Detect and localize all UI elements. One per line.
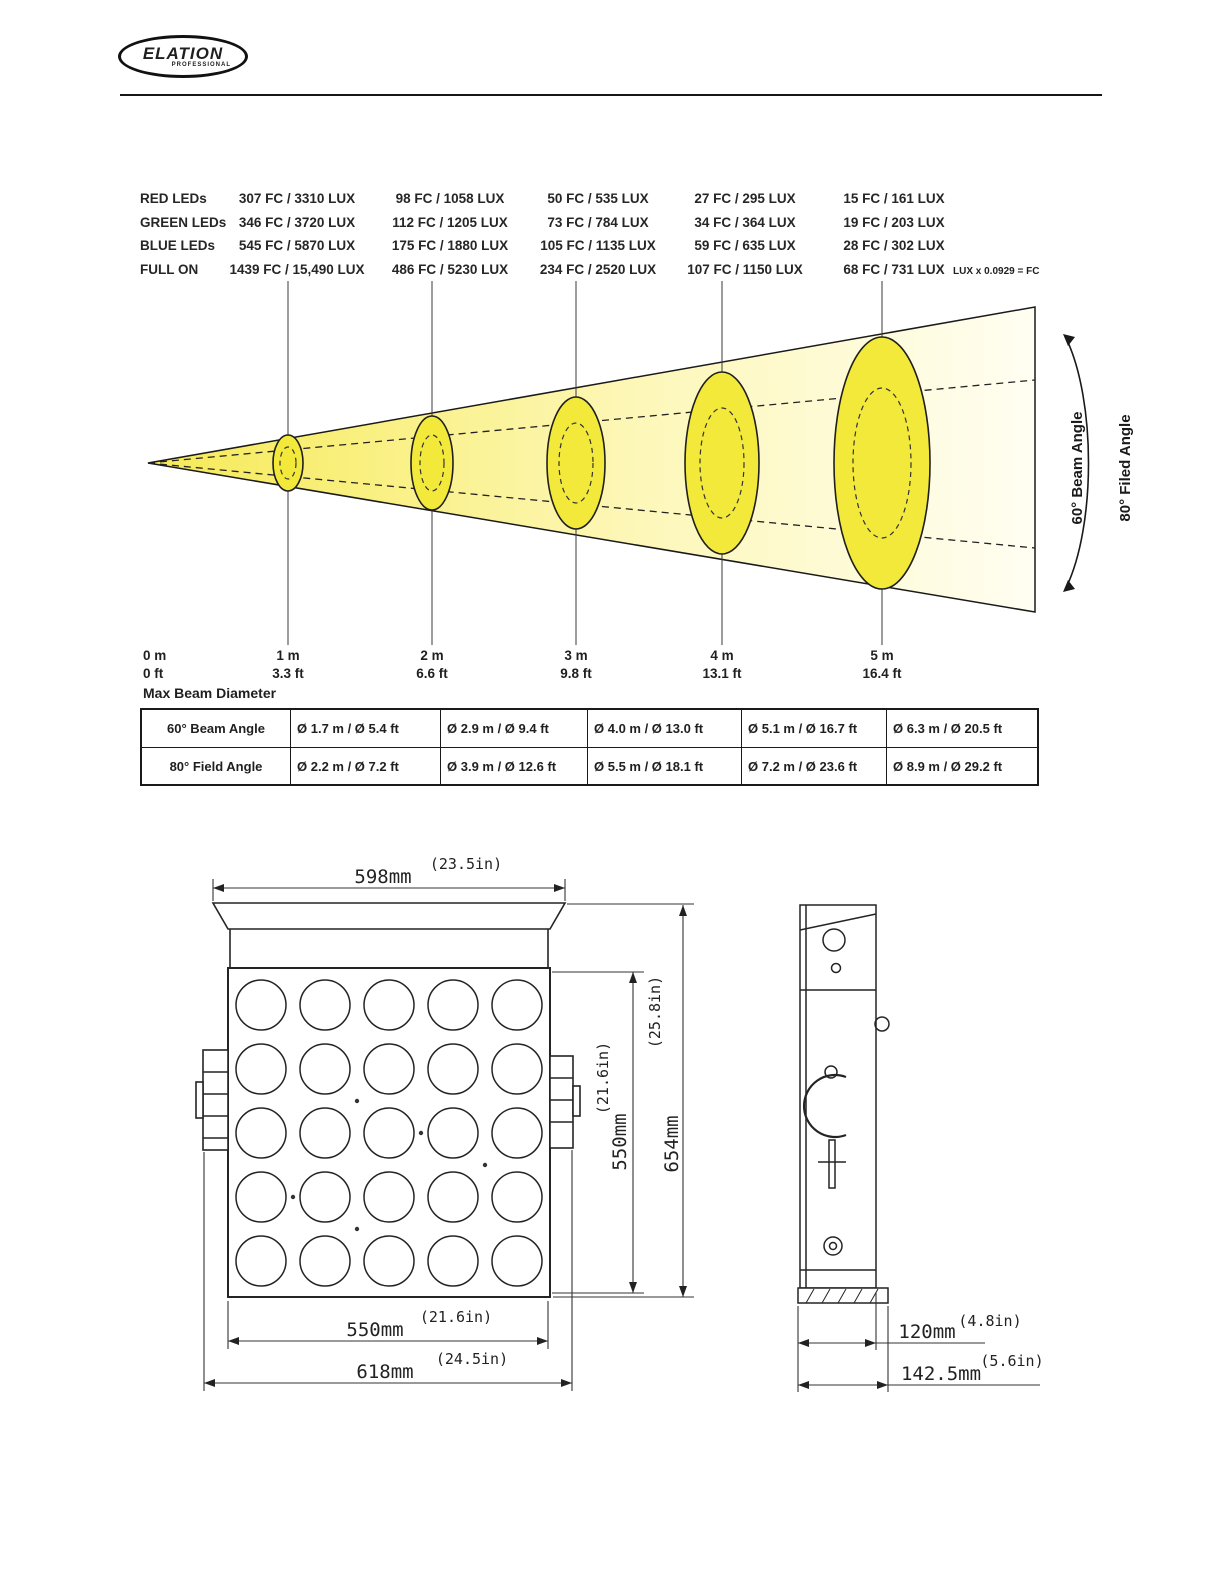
photo-value: 105 FC / 1135 LUX bbox=[540, 238, 656, 253]
dim-top-width-mm: 598mm bbox=[354, 866, 412, 888]
field-diameter-cell: Ø 8.9 m / Ø 29.2 ft bbox=[886, 747, 1037, 784]
beam-diameter-cell: Ø 6.3 m / Ø 20.5 ft bbox=[886, 710, 1037, 747]
photo-value: 112 FC / 1205 LUX bbox=[392, 214, 508, 230]
photo-value: 28 FC / 302 LUX bbox=[843, 238, 945, 253]
photo-value: 59 FC / 635 LUX bbox=[694, 238, 796, 253]
field-diameter-cell: Ø 5.5 m / Ø 18.1 ft bbox=[587, 747, 741, 784]
photo-value: 307 FC / 3310 LUX bbox=[238, 191, 356, 206]
dim-total-height-mm: 654mm bbox=[661, 1115, 683, 1173]
distance-m-4: 4 m bbox=[710, 648, 734, 663]
distance-m-0: 0 m bbox=[143, 648, 167, 663]
right-bracket bbox=[550, 1056, 580, 1148]
field-diameter-cell: Ø 2.2 m / Ø 7.2 ft bbox=[290, 747, 440, 784]
dim-total-height-in: (25.8in) bbox=[646, 975, 664, 1049]
dim-panel-width-mm: 550mm bbox=[346, 1319, 404, 1341]
photo-row-label: FULL ON bbox=[140, 261, 199, 277]
distance-ft-5: 16.4 ft bbox=[862, 666, 902, 681]
photo-value: 27 FC / 295 LUX bbox=[694, 191, 796, 206]
dim-total-width-in: (24.5in) bbox=[435, 1350, 509, 1368]
side-body bbox=[800, 905, 876, 1288]
photo-row-label: RED LEDs bbox=[140, 191, 207, 206]
arc-arrowhead-top bbox=[1063, 334, 1075, 346]
front-view-drawing bbox=[196, 903, 580, 1297]
photo-value: 107 FC / 1150 LUX bbox=[687, 261, 803, 277]
distance-ft-3: 9.8 ft bbox=[560, 666, 592, 681]
photo-value: 346 FC / 3720 LUX bbox=[238, 214, 356, 230]
distance-m-1: 1 m bbox=[276, 648, 300, 663]
dim-top-width-in: (23.5in) bbox=[429, 855, 503, 873]
max-beam-diameter-table bbox=[140, 708, 1039, 786]
photo-value: 15 FC / 161 LUX bbox=[843, 191, 945, 206]
distance-ft-0: 0 ft bbox=[143, 666, 164, 681]
dim-total-depth-mm: 142.5mm bbox=[900, 1363, 982, 1385]
distance-m-3: 3 m bbox=[564, 648, 588, 663]
photo-value: 1439 FC / 15,490 LUX bbox=[229, 261, 365, 277]
beam-angle-row-label: 60° Beam Angle bbox=[167, 721, 265, 736]
dim-body-depth-in: (4.8in) bbox=[958, 1312, 1022, 1330]
left-bracket bbox=[196, 1050, 228, 1150]
distance-ft-2: 6.6 ft bbox=[416, 666, 448, 681]
photometric-table bbox=[140, 187, 970, 281]
header-rule bbox=[120, 94, 1102, 96]
photo-row-label: GREEN LEDs bbox=[140, 214, 227, 230]
photo-value: 19 FC / 203 LUX bbox=[843, 214, 945, 230]
brand-subtitle: PROFESSIONAL bbox=[171, 62, 231, 68]
distance-m-2: 2 m bbox=[420, 648, 444, 663]
max-beam-diameter-title: Max Beam Diameter bbox=[143, 685, 277, 701]
photo-row-label: BLUE LEDs bbox=[140, 238, 216, 253]
side-view-drawing bbox=[798, 905, 889, 1303]
side-view-dim-arrows bbox=[798, 1339, 888, 1389]
brand-name: ELATION bbox=[142, 44, 224, 63]
photo-value: 73 FC / 784 LUX bbox=[547, 214, 649, 230]
beam-diameter-cell: Ø 2.9 m / Ø 9.4 ft bbox=[440, 710, 587, 747]
elation-logo bbox=[118, 35, 248, 78]
beam-diameter-cell: Ø 1.7 m / Ø 5.4 ft bbox=[290, 710, 440, 747]
dim-panel-height-mm: 550mm bbox=[609, 1113, 631, 1171]
field-diameter-cell: Ø 7.2 m / Ø 23.6 ft bbox=[741, 747, 886, 784]
field-diameter-cell: Ø 3.9 m / Ø 12.6 ft bbox=[440, 747, 587, 784]
beam-angle-label: 60° Beam Angle bbox=[1069, 411, 1086, 525]
photo-value: 486 FC / 5230 LUX bbox=[391, 261, 509, 277]
distance-ft-4: 13.1 ft bbox=[702, 666, 742, 681]
dim-panel-height-in: (21.6in) bbox=[594, 1041, 612, 1115]
dim-body-depth-mm: 120mm bbox=[898, 1321, 956, 1343]
top-plate bbox=[213, 903, 565, 929]
photo-value: 175 FC / 1880 LUX bbox=[391, 238, 509, 253]
distance-m-5: 5 m bbox=[870, 648, 894, 663]
photo-value: 98 FC / 1058 LUX bbox=[395, 191, 505, 206]
photo-value: 34 FC / 364 LUX bbox=[694, 214, 796, 230]
hanging-loop bbox=[875, 1017, 889, 1031]
arc-arrowhead-bottom bbox=[1063, 580, 1075, 592]
dim-total-depth-in: (5.6in) bbox=[980, 1352, 1044, 1370]
dim-total-width-mm: 618mm bbox=[356, 1361, 414, 1383]
distance-ft-1: 3.3 ft bbox=[272, 666, 304, 681]
beam-diameter-cell: Ø 4.0 m / Ø 13.0 ft bbox=[587, 710, 741, 747]
photo-value: 234 FC / 2520 LUX bbox=[539, 261, 657, 277]
field-angle-row-label: 80° Field Angle bbox=[142, 747, 290, 784]
photo-value: 545 FC / 5870 LUX bbox=[238, 238, 356, 253]
photo-value: 68 FC / 731 LUX bbox=[843, 261, 945, 277]
lux-fc-conversion-note: LUX x 0.0929 = FC bbox=[953, 266, 1040, 277]
field-angle-label: 80° Filed Angle bbox=[1117, 414, 1134, 522]
dim-panel-width-in: (21.6in) bbox=[419, 1308, 493, 1326]
beam-cone-diagram bbox=[148, 281, 1134, 645]
photo-value: 50 FC / 535 LUX bbox=[547, 191, 649, 206]
beam-diameter-cell: Ø 5.1 m / Ø 16.7 ft bbox=[741, 710, 886, 747]
